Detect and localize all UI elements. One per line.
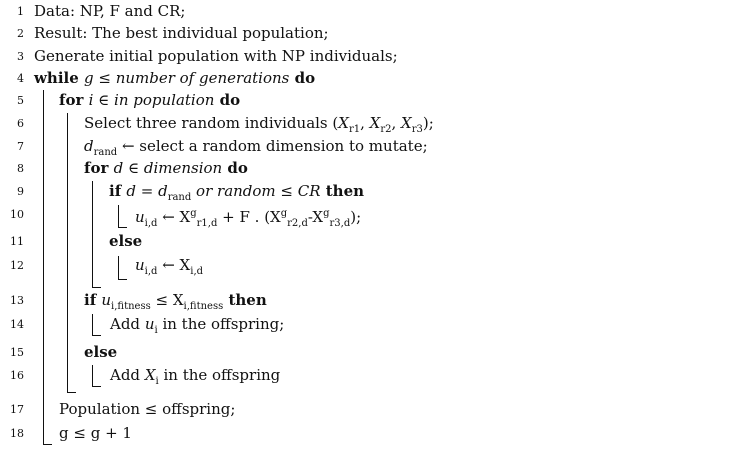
code-token: d [84,137,94,155]
code-token: do [214,91,241,109]
code-token: ← select a random dimension to mutate; [117,137,428,155]
block-rule-end [92,287,101,288]
block-rule [92,181,93,287]
block-rule-end [43,444,52,445]
code-token: for [59,91,89,109]
code-token: Add [110,366,145,384]
line-number: 4 [17,72,24,85]
line-number: 5 [17,94,24,107]
line-number: 10 [10,208,24,221]
code-token: i,fitness [183,301,224,312]
line-number: 2 [17,27,24,40]
code-token: i [154,325,158,336]
line-number: 11 [10,235,24,248]
block-rule [118,256,119,279]
code-token: u [144,315,155,333]
code-token: population [133,91,215,109]
line-number: 14 [10,318,24,331]
code-token: r2 [380,124,392,135]
code-token: in the offspring; [157,315,285,333]
line-number: 6 [17,117,24,130]
line-code [59,422,132,444]
block-rule-end [118,279,127,280]
code-token: g [190,208,197,219]
code-token: ≤ X [150,291,184,309]
code-token: X [338,114,349,132]
code-token: in the offspring [158,366,281,384]
code-token: g [280,208,288,219]
line-number: 7 [17,140,24,153]
code-token: ); [350,208,362,226]
line-code [135,203,361,235]
line-code [34,67,315,89]
code-token: for [84,159,114,177]
code-token: while [34,69,84,87]
code-token: g ≤ g + 1 [59,424,132,442]
code-token: X [401,114,412,132]
code-token: ); [422,114,434,132]
code-token: g ≤ number of generations [83,69,290,87]
code-token: u [101,291,112,309]
line-number: 12 [10,259,24,272]
code-token: r1,d [196,218,218,229]
code-token: Population ≤ offspring; [59,400,236,418]
code-token: Generate initial population with NP individuals; [34,47,398,65]
code-token: then [320,182,365,200]
code-token: do [289,69,316,87]
code-token: + F . (X [217,208,281,226]
code-token: X [144,366,156,384]
code-token: if [109,182,127,200]
code-token: , [360,114,370,132]
code-token: i ∈ in [88,91,134,109]
block-rule [92,314,93,335]
line-number: 17 [10,403,24,416]
code-token: r1 [348,124,361,135]
code-token: else [84,343,118,361]
block-rule [92,365,93,386]
code-token: Add [110,315,145,333]
code-token: i,d [190,266,204,277]
line-code [59,89,240,111]
line-number: 13 [10,294,24,307]
line-number: 1 [17,5,24,18]
code-token: g [323,208,330,219]
block-rule-end [92,386,101,387]
line-number: 16 [10,369,24,382]
code-token: ← X [157,208,191,226]
code-token: i,d [144,266,158,277]
block-rule-end [92,335,101,336]
code-token: , [391,114,402,132]
code-token: i [155,376,159,387]
line-code [59,398,235,420]
line-code [110,364,280,393]
block-rule-end [67,392,76,393]
code-token: d ∈ dimension [113,159,223,177]
code-token: r3 [411,124,423,135]
code-token: u [135,208,145,226]
line-number: 3 [17,50,24,63]
code-token: -X [307,208,324,226]
code-token: rand [93,147,118,158]
line-code [34,45,398,67]
line-code [135,254,203,283]
code-token: else [109,232,143,250]
block-rule [67,113,68,392]
code-token: do [222,159,248,177]
code-token: r3,d [329,218,351,229]
line-number: 15 [10,346,24,359]
block-rule-end [118,227,127,228]
code-token: X [369,114,381,132]
code-token: then [223,291,267,309]
line-number: 18 [10,427,24,440]
line-code [84,157,248,179]
code-token: i,fitness [111,301,151,312]
line-code [34,0,185,22]
code-token: Data: NP, F and CR; [34,2,186,20]
line-number: 8 [17,162,24,175]
block-rule [43,90,44,444]
code-token: u [135,256,145,274]
code-token: Select three random individuals ( [84,114,339,132]
code-token: r2,d [287,218,308,229]
code-token: or random ≤ CR [191,182,321,200]
line-code [34,22,329,44]
code-token: i,d [144,218,158,229]
code-token: if [84,291,102,309]
code-token: ← X [157,256,191,274]
code-token: d = d [126,182,168,200]
line-code [84,341,117,363]
line-code [110,313,284,342]
code-token: rand [167,192,192,203]
line-number: 9 [17,185,24,198]
code-token: Result: The best individual population; [34,24,329,42]
block-rule [118,205,119,227]
line-code [109,230,142,252]
